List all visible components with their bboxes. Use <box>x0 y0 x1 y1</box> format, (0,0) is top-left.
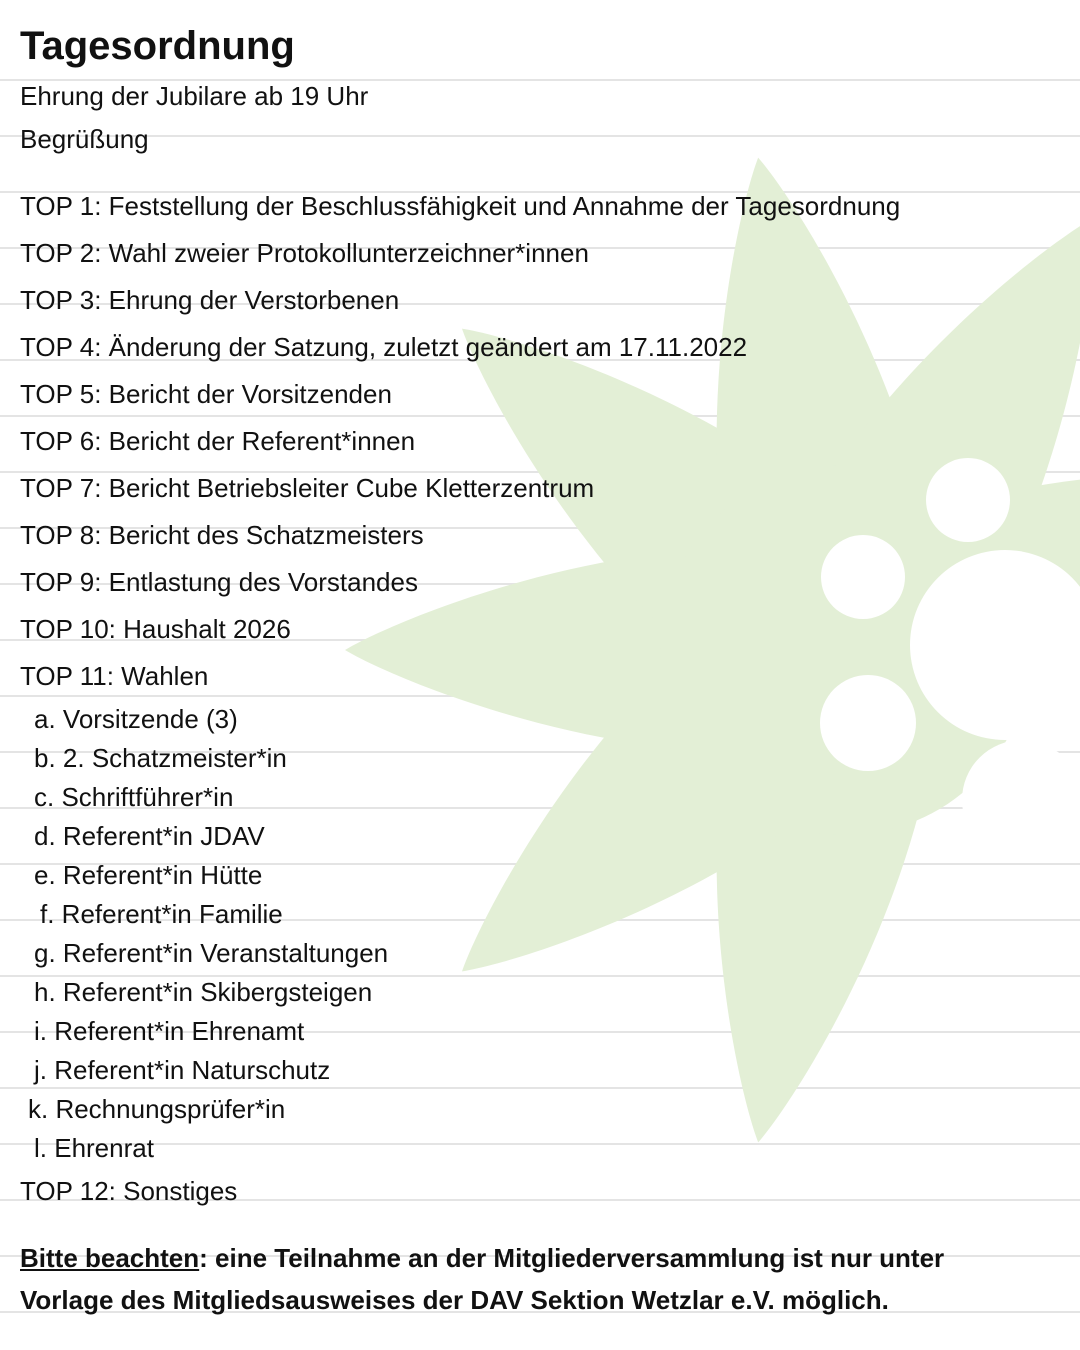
attendance-note-line2: Vorlage des Mitgliedsausweises der DAV Sektion Wetzlar e.V. möglich. <box>20 1285 889 1315</box>
election-item: a. Vorsitzende (3) <box>34 704 238 734</box>
agenda-item: TOP 5: Bericht der Vorsitzenden <box>20 379 392 409</box>
attendance-note-line1 <box>20 1245 944 1271</box>
election-item: h. Referent*in Skibergsteigen <box>34 977 373 1007</box>
election-item: j. Referent*in Naturschutz <box>34 1055 331 1085</box>
agenda-item: TOP 2: Wahl zweier Protokollunterzeichner*innen <box>20 238 589 268</box>
agenda-item: TOP 11: Wahlen <box>20 661 209 691</box>
agenda-item: TOP 6: Bericht der Referent*innen <box>20 426 416 456</box>
agenda-item: TOP 9: Entlastung des Vorstandes <box>20 567 418 597</box>
election-item: d. Referent*in JDAV <box>34 821 265 851</box>
election-item: i. Referent*in Ehrenamt <box>34 1016 305 1046</box>
election-item: l. Ehrenrat <box>34 1133 154 1163</box>
election-item: c. Schriftführer*in <box>34 782 234 812</box>
agenda-item: TOP 10: Haushalt 2026 <box>20 614 291 644</box>
election-item: g. Referent*in Veranstaltungen <box>34 938 389 968</box>
election-item: f. Referent*in Familie <box>40 899 283 929</box>
election-item: e. Referent*in Hütte <box>34 860 263 890</box>
note-label: Bitte beachten <box>20 1243 200 1273</box>
note-text-1: : eine Teilnahme an der Mitgliederversammlung ist nur unter <box>199 1243 945 1273</box>
intro-welcome: Begrüßung <box>20 124 149 154</box>
agenda-item: TOP 8: Bericht des Schatzmeisters <box>20 520 424 550</box>
agenda-item: TOP 4: Änderung der Satzung, zuletzt geändert am 17.11.2022 <box>20 332 748 362</box>
intro-jubilee: Ehrung der Jubilare ab 19 Uhr <box>20 81 369 111</box>
election-item: b. 2. Schatzmeister*in <box>34 743 287 773</box>
agenda-item: TOP 1: Feststellung der Beschlussfähigkeit und Annahme der Tagesordnung <box>20 191 901 221</box>
page-title: Tagesordnung <box>20 24 295 68</box>
agenda-item-last: TOP 12: Sonstiges <box>20 1176 238 1206</box>
election-item: k. Rechnungsprüfer*in <box>28 1094 286 1124</box>
agenda-item: TOP 3: Ehrung der Verstorbenen <box>20 285 400 315</box>
agenda-item: TOP 7: Bericht Betriebsleiter Cube Kletterzentrum <box>20 473 595 503</box>
